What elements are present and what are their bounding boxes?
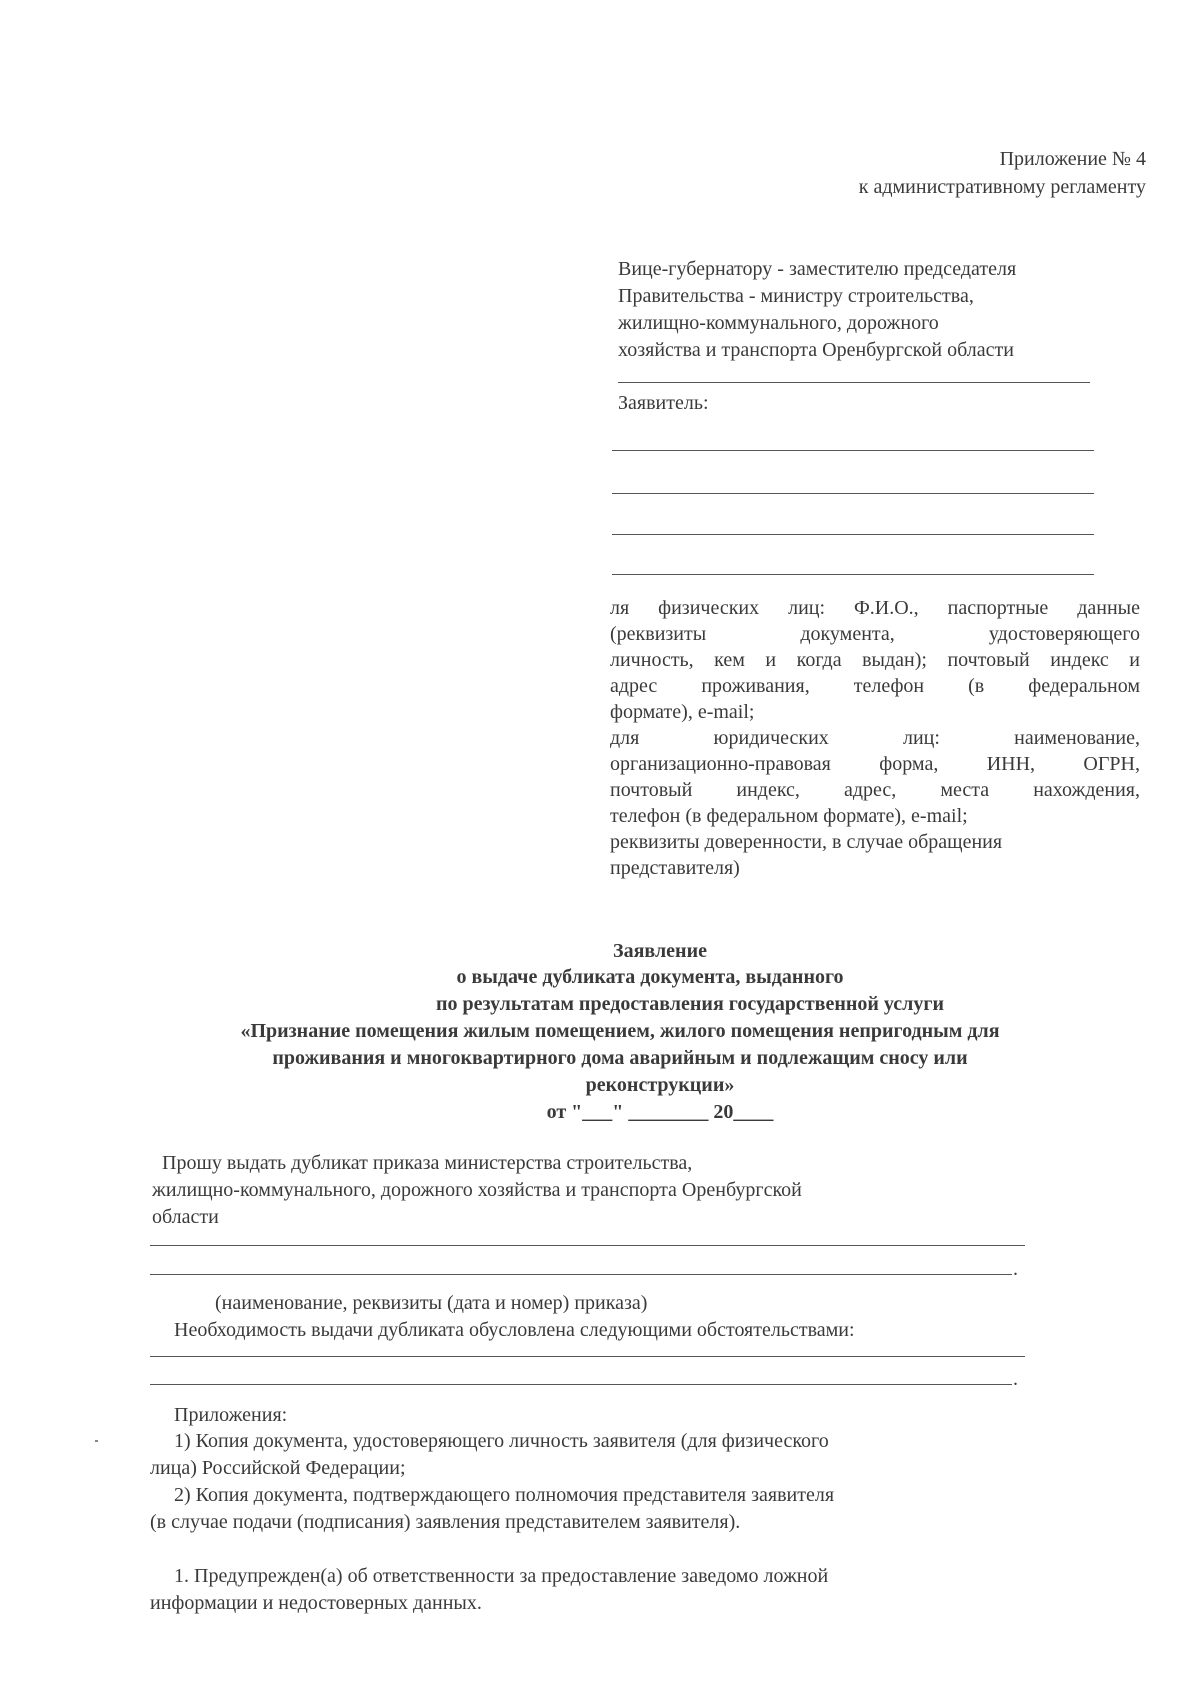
title-service-name: реконструкции» [585, 1074, 735, 1096]
applicant-note-line: организационно-правовая форма, ИНН, ОГРН, [610, 753, 1140, 775]
applicant-blank-line [612, 574, 1094, 575]
addressee-name-line [618, 382, 1090, 383]
attachment-item: лица) Российской Федерации; [150, 1457, 406, 1479]
applicant-note-line: личность, кем и когда выдан); почтовый индекс и [610, 649, 1140, 671]
applicant-note-line: телефон (в федеральном формате), e-mail; [610, 805, 968, 827]
addressee-line: Правительства - министру строительства, [618, 285, 974, 307]
attachment-item: 2) Копия документа, подтверждающего полномочия представителя заявителя [174, 1484, 835, 1506]
attachments-label: Приложения: [174, 1404, 288, 1426]
applicant-note-line: для юридических лиц: наименование, [610, 727, 1140, 749]
request-line: Прошу выдать дубликат приказа министерства строительства, [162, 1152, 693, 1174]
necessity-line: Необходимость выдачи дубликата обусловлена следующими обстоятельствами: [174, 1319, 855, 1341]
applicant-note-line: реквизиты доверенности, в случае обращения [610, 831, 1003, 853]
request-line: жилищно-коммунального, дорожного хозяйства и транспорта Оренбургской [152, 1179, 802, 1201]
applicant-note-line: ля физических лиц: Ф.И.О., паспортные данные [610, 597, 1140, 619]
title-date-line: от "___" ________ 20____ [546, 1101, 774, 1123]
circumstances-period: . [1013, 1368, 1018, 1390]
order-caption: (наименование, реквизиты (дата и номер) приказа) [215, 1292, 648, 1314]
addressee-line: хозяйства и транспорта Оренбургской области [618, 339, 1014, 361]
applicant-blank-line [612, 534, 1094, 535]
applicant-note-line: почтовый индекс, адрес, места нахождения, [610, 779, 1140, 801]
addressee-line: Вице-губернатору - заместителю председателя [618, 258, 1017, 280]
order-blank-line [150, 1274, 1012, 1275]
order-blank-line [150, 1245, 1025, 1246]
title-heading: Заявление [613, 940, 707, 962]
attachment-item: (в случае подачи (подписания) заявления представителем заявителя). [150, 1511, 741, 1533]
addressee-line: жилищно-коммунального, дорожного [618, 312, 939, 334]
applicant-blank-line [612, 450, 1094, 451]
scan-speck [95, 1440, 98, 1442]
applicant-note-line: формате), e-mail; [610, 701, 755, 723]
applicant-note-line: (реквизиты документа, удостоверяющего [610, 623, 1140, 645]
applicant-note-line: представителя) [610, 857, 740, 879]
request-line: области [152, 1206, 219, 1228]
title-subheading: по результатам предоставления государственной услуги [436, 993, 944, 1015]
circumstances-blank-line [150, 1356, 1025, 1357]
appendix-regulation: к административному регламенту [858, 176, 1146, 198]
applicant-blank-line [612, 493, 1094, 494]
warning-line: 1. Предупрежден(а) об ответственности за предоставление заведомо ложной [174, 1565, 829, 1587]
title-subheading: о выдаче дубликата документа, выданного [456, 966, 844, 988]
circumstances-blank-line [150, 1384, 1012, 1385]
attachment-item: 1) Копия документа, удостоверяющего личность заявителя (для физического [174, 1430, 829, 1452]
applicant-label: Заявитель: [618, 392, 709, 414]
applicant-note [610, 595, 1140, 881]
appendix-number: Приложение № 4 [999, 148, 1146, 170]
title-service-name: проживания и многоквартирного дома аварийным и подлежащим сносу или [272, 1047, 968, 1069]
title-service-name: «Признание помещения жилым помещением, жилого помещения непригодным для [240, 1020, 1000, 1042]
warning-line: информации и недостоверных данных. [150, 1592, 482, 1614]
applicant-note-line: адрес проживания, телефон (в федеральном [610, 675, 1140, 697]
order-period: . [1013, 1258, 1018, 1280]
